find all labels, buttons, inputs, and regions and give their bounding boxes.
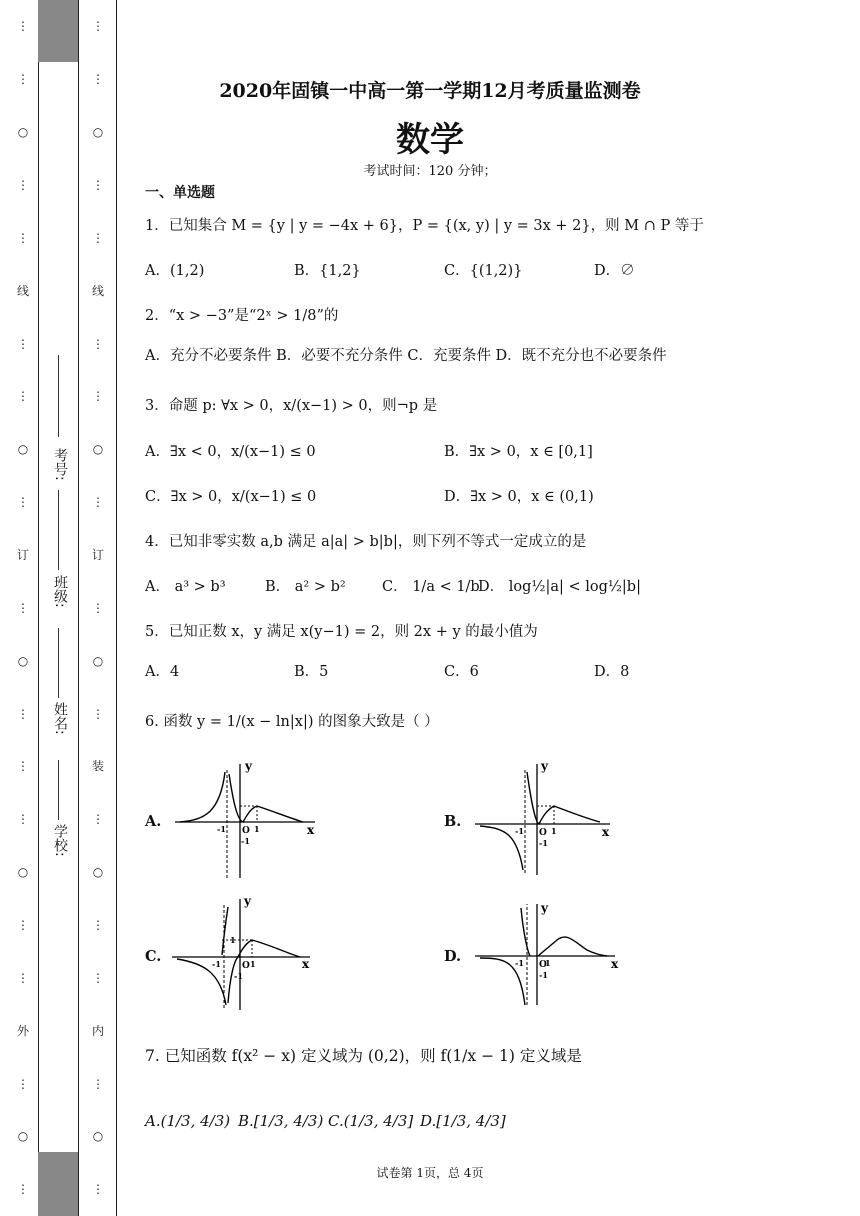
graph-b-tick-neg1: -1 [515, 826, 524, 836]
q5-option-c: C．6 [444, 664, 479, 680]
graph-b-tick-y-neg1: -1 [539, 838, 548, 848]
question-5: 5．已知正数 x，y 满足 x(y−1) = 2，则 2x + y 的最小值为 [145, 624, 538, 640]
graph-c-tick-1: 1 [250, 959, 256, 969]
graph-d-tick-1: 1 [545, 958, 551, 968]
q4-option-c: C． 1/a < 1/b [382, 579, 480, 595]
school-blank [58, 760, 59, 820]
graph-c-x-label: x [302, 957, 310, 971]
graph-a-x-label: x [307, 823, 315, 837]
q5-option-d: D．8 [594, 664, 630, 680]
subject-title: 数学 [396, 120, 464, 160]
inner-dotted-line: ⋮ ⋮ ○ ⋮ ⋮ 线 ⋮ ⋮ ○ ⋮ 订 ⋮ ○ ⋮ 装 ⋮ ○ ⋮ ⋮ 内 ⋮ ○ ⋮ [91, 19, 104, 1197]
graph-d [475, 900, 625, 1010]
q7-option-b: B.[1/3, 4/3) [238, 1112, 324, 1130]
margin-rule [116, 0, 117, 1216]
name-blank [58, 628, 59, 698]
q3-option-b: B．∃x > 0，x ∈ [0,1] [444, 444, 593, 460]
name-label: 姓名: [52, 702, 68, 735]
inner-label-nei: 内 [91, 1023, 104, 1038]
graph-b-y-label: y [541, 760, 548, 773]
q1-option-a: A．(1,2) [145, 263, 205, 279]
exam-number-blank [58, 355, 59, 437]
section-heading: 一、单选题 [145, 185, 215, 201]
q7-option-d: D.[1/3, 4/3] [420, 1112, 506, 1130]
graph-d-origin: O [539, 960, 547, 970]
q6-option-a: A. [145, 813, 162, 830]
q6-option-d: D. [444, 948, 462, 965]
question-2: 2．“x > −3”是“2ˣ > 1/8”的 [145, 308, 339, 324]
margin-gray-top [38, 0, 78, 62]
graph-b-tick-1: 1 [551, 826, 557, 836]
graph-c-tick-neg1: -1 [212, 959, 221, 969]
graph-b-x-label: x [602, 825, 610, 839]
exam-time: 考试时间：120 分钟； [363, 164, 497, 179]
q3-option-c: C．∃x > 0，x/(x−1) ≤ 0 [145, 489, 317, 505]
question-7: 7. 已知函数 f(x² − x) 定义域为 (0,2)，则 f(1/x − 1) 定义域是 [145, 1047, 582, 1065]
graph-d-x-label: x [611, 957, 619, 971]
binding-margin [0, 0, 118, 1216]
outer-label-ding: 订 [16, 548, 29, 563]
graph-c-origin: O [242, 961, 250, 971]
graph-b [475, 760, 620, 880]
school-label: 学校: [52, 824, 68, 857]
question-6: 6. 函数 y = 1/(x − ln|x|) 的图象大致是（ ） [145, 714, 439, 730]
graph-d-y-label: y [541, 901, 548, 915]
graph-a-tick-1: 1 [254, 824, 260, 834]
graph-a-tick-neg1: -1 [217, 824, 226, 834]
exam-number-label: 考号: [52, 448, 68, 481]
margin-rule [38, 0, 39, 1216]
graph-a-y-label: y [245, 760, 252, 773]
inner-label-xian: 线 [91, 283, 104, 298]
q7-option-c: C.(1/3, 4/3] [328, 1112, 414, 1130]
graph-b-origin: O [539, 828, 547, 838]
q2-options: A．充分不必要条件 B．必要不充分条件 C．充要条件 D．既不充分也不必要条件 [145, 348, 667, 364]
q5-option-b: B．5 [294, 664, 329, 680]
outer-label-xian: 线 [16, 283, 29, 298]
graph-d-tick-neg1: -1 [515, 958, 524, 968]
question-4: 4．已知非零实数 a,b 满足 a|a| > b|b|，则下列不等式一定成立的是 [145, 534, 587, 550]
graph-a-tick-y-neg1: -1 [241, 836, 250, 846]
graph-d-tick-y-neg1: -1 [539, 970, 548, 980]
inner-label-ding: 订 [91, 548, 104, 563]
class-blank [58, 490, 59, 570]
page-footer: 试卷第 1页，总 4页 [376, 1166, 484, 1180]
graph-c [172, 895, 317, 1015]
q1-option-c: C．{(1,2)} [444, 263, 523, 279]
exam-title: 2020年固镇一中高一第一学期12月考质量监测卷 [219, 80, 641, 102]
graph-c-tick-y-neg1: -1 [234, 971, 243, 981]
q4-option-d: D． log½|a| < log½|b| [478, 579, 641, 595]
graph-c-y-label: y [244, 895, 251, 908]
graph-a-origin: O [242, 826, 250, 836]
q6-option-c: C. [145, 948, 162, 965]
q1-option-d: D．∅ [594, 263, 635, 279]
q3-option-a: A．∃x < 0，x/(x−1) ≤ 0 [145, 444, 316, 460]
outer-label-wai: 外 [16, 1023, 29, 1038]
q4-option-b: B． a² > b² [265, 579, 346, 595]
q1-option-b: B．{1,2} [294, 263, 361, 279]
class-label: 班级: [52, 575, 68, 608]
q7-option-a: A.(1/3, 4/3) [145, 1112, 231, 1130]
q6-option-b: B. [444, 813, 462, 830]
q3-option-d: D．∃x > 0，x ∈ (0,1) [444, 489, 594, 505]
margin-rule [78, 0, 79, 1216]
outer-dotted-line: ⋮ ⋮ ○ ⋮ ⋮ 线 ⋮ ⋮ ○ ⋮ 订 ⋮ ○ ⋮ ⋮ ⋮ ○ ⋮ ⋮ 外 ⋮ ○ ⋮ [16, 19, 29, 1197]
q5-option-a: A．4 [145, 664, 180, 680]
inner-label-zhuang: 装 [91, 759, 104, 774]
question-3: 3．命题 p: ∀x > 0，x/(x−1) > 0，则¬p 是 [145, 398, 438, 414]
margin-gray-bottom [38, 1152, 78, 1216]
graph-a [175, 760, 320, 880]
q4-option-a: A． a³ > b³ [145, 579, 226, 595]
question-1: 1．已知集合 M = {y | y = −4x + 6}，P = {(x, y) | y = 3x + 2}，则 M ∩ P 等于 [145, 218, 704, 234]
graph-c-tick-y1: 1 [230, 935, 236, 945]
